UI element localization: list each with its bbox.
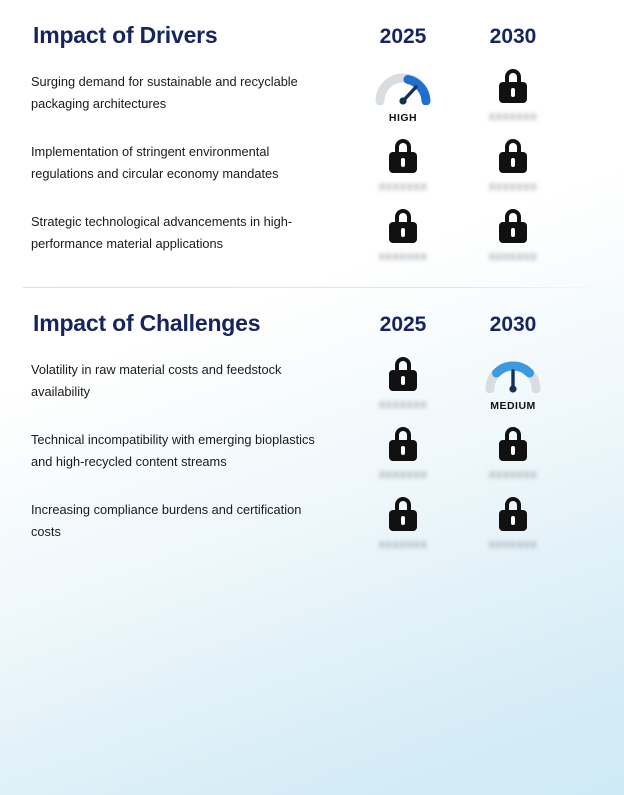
row-label: Technical incompatibility with emerging bioplastics and high-recycled content streams [31, 432, 315, 469]
lock-icon [498, 69, 528, 103]
cell-2030 [458, 491, 568, 551]
section-challenges-header [18, 288, 606, 343]
locked-value-label: XXXXXXX [378, 470, 428, 481]
cell-2030 [458, 133, 568, 193]
lock-icon [498, 427, 528, 461]
table-row [18, 491, 606, 561]
table-row [18, 421, 606, 491]
section-drivers-rows [18, 55, 606, 273]
cell-2025 [348, 203, 458, 263]
table-row [18, 351, 606, 421]
table-row [18, 63, 606, 133]
locked-value-label: XXXXXXX [488, 252, 538, 263]
locked-value-label: XXXXXXX [378, 540, 428, 551]
cell-2030 [458, 351, 568, 412]
lock-icon [498, 209, 528, 243]
section-challenges-year-2030: 2030 [489, 313, 537, 336]
section-drivers [18, 0, 606, 273]
cell-2030 [458, 203, 568, 263]
section-challenges-title: Impact of Challenges [33, 310, 261, 336]
table-row [18, 133, 606, 203]
locked-value-label: XXXXXXX [488, 182, 538, 193]
lock-icon [498, 139, 528, 173]
cell-2030 [458, 421, 568, 481]
section-drivers-header [18, 0, 606, 55]
gauge-level-label: MEDIUM [490, 400, 536, 412]
section-challenges [18, 288, 606, 561]
lock-icon [498, 497, 528, 531]
locked-value-label: XXXXXXX [378, 252, 428, 263]
gauge-high-icon [375, 69, 431, 105]
locked-value-label: XXXXXXX [378, 182, 428, 193]
cell-2025 [348, 133, 458, 193]
locked-value-label: XXXXXXX [488, 540, 538, 551]
lock-icon [388, 139, 418, 173]
section-challenges-rows [18, 343, 606, 561]
row-label: Volatility in raw material costs and feedstock availability [31, 362, 282, 399]
cell-2025 [348, 63, 458, 124]
lock-icon [388, 209, 418, 243]
table-row [18, 203, 606, 273]
locked-value-label: XXXXXXX [378, 400, 428, 411]
section-challenges-year-2025: 2025 [379, 313, 427, 336]
cell-2025 [348, 421, 458, 481]
cell-2025 [348, 351, 458, 411]
row-label: Strategic technological advancements in high-performance material applications [31, 214, 293, 251]
section-drivers-year-2025: 2025 [379, 25, 427, 48]
locked-value-label: XXXXXXX [488, 470, 538, 481]
row-label: Increasing compliance burdens and certification costs [31, 502, 302, 539]
lock-icon [388, 357, 418, 391]
section-drivers-title: Impact of Drivers [33, 22, 218, 48]
lock-icon [388, 497, 418, 531]
cell-2025 [348, 491, 458, 551]
lock-icon [388, 427, 418, 461]
locked-value-label: XXXXXXX [488, 112, 538, 123]
row-label: Implementation of stringent environmental regulations and circular economy mandates [31, 144, 279, 181]
cell-2030 [458, 63, 568, 123]
gauge-medium-icon [485, 357, 541, 393]
gauge-level-label: HIGH [388, 112, 418, 124]
section-drivers-year-2030: 2030 [489, 25, 537, 48]
row-label: Surging demand for sustainable and recyclable packaging architectures [31, 74, 298, 111]
